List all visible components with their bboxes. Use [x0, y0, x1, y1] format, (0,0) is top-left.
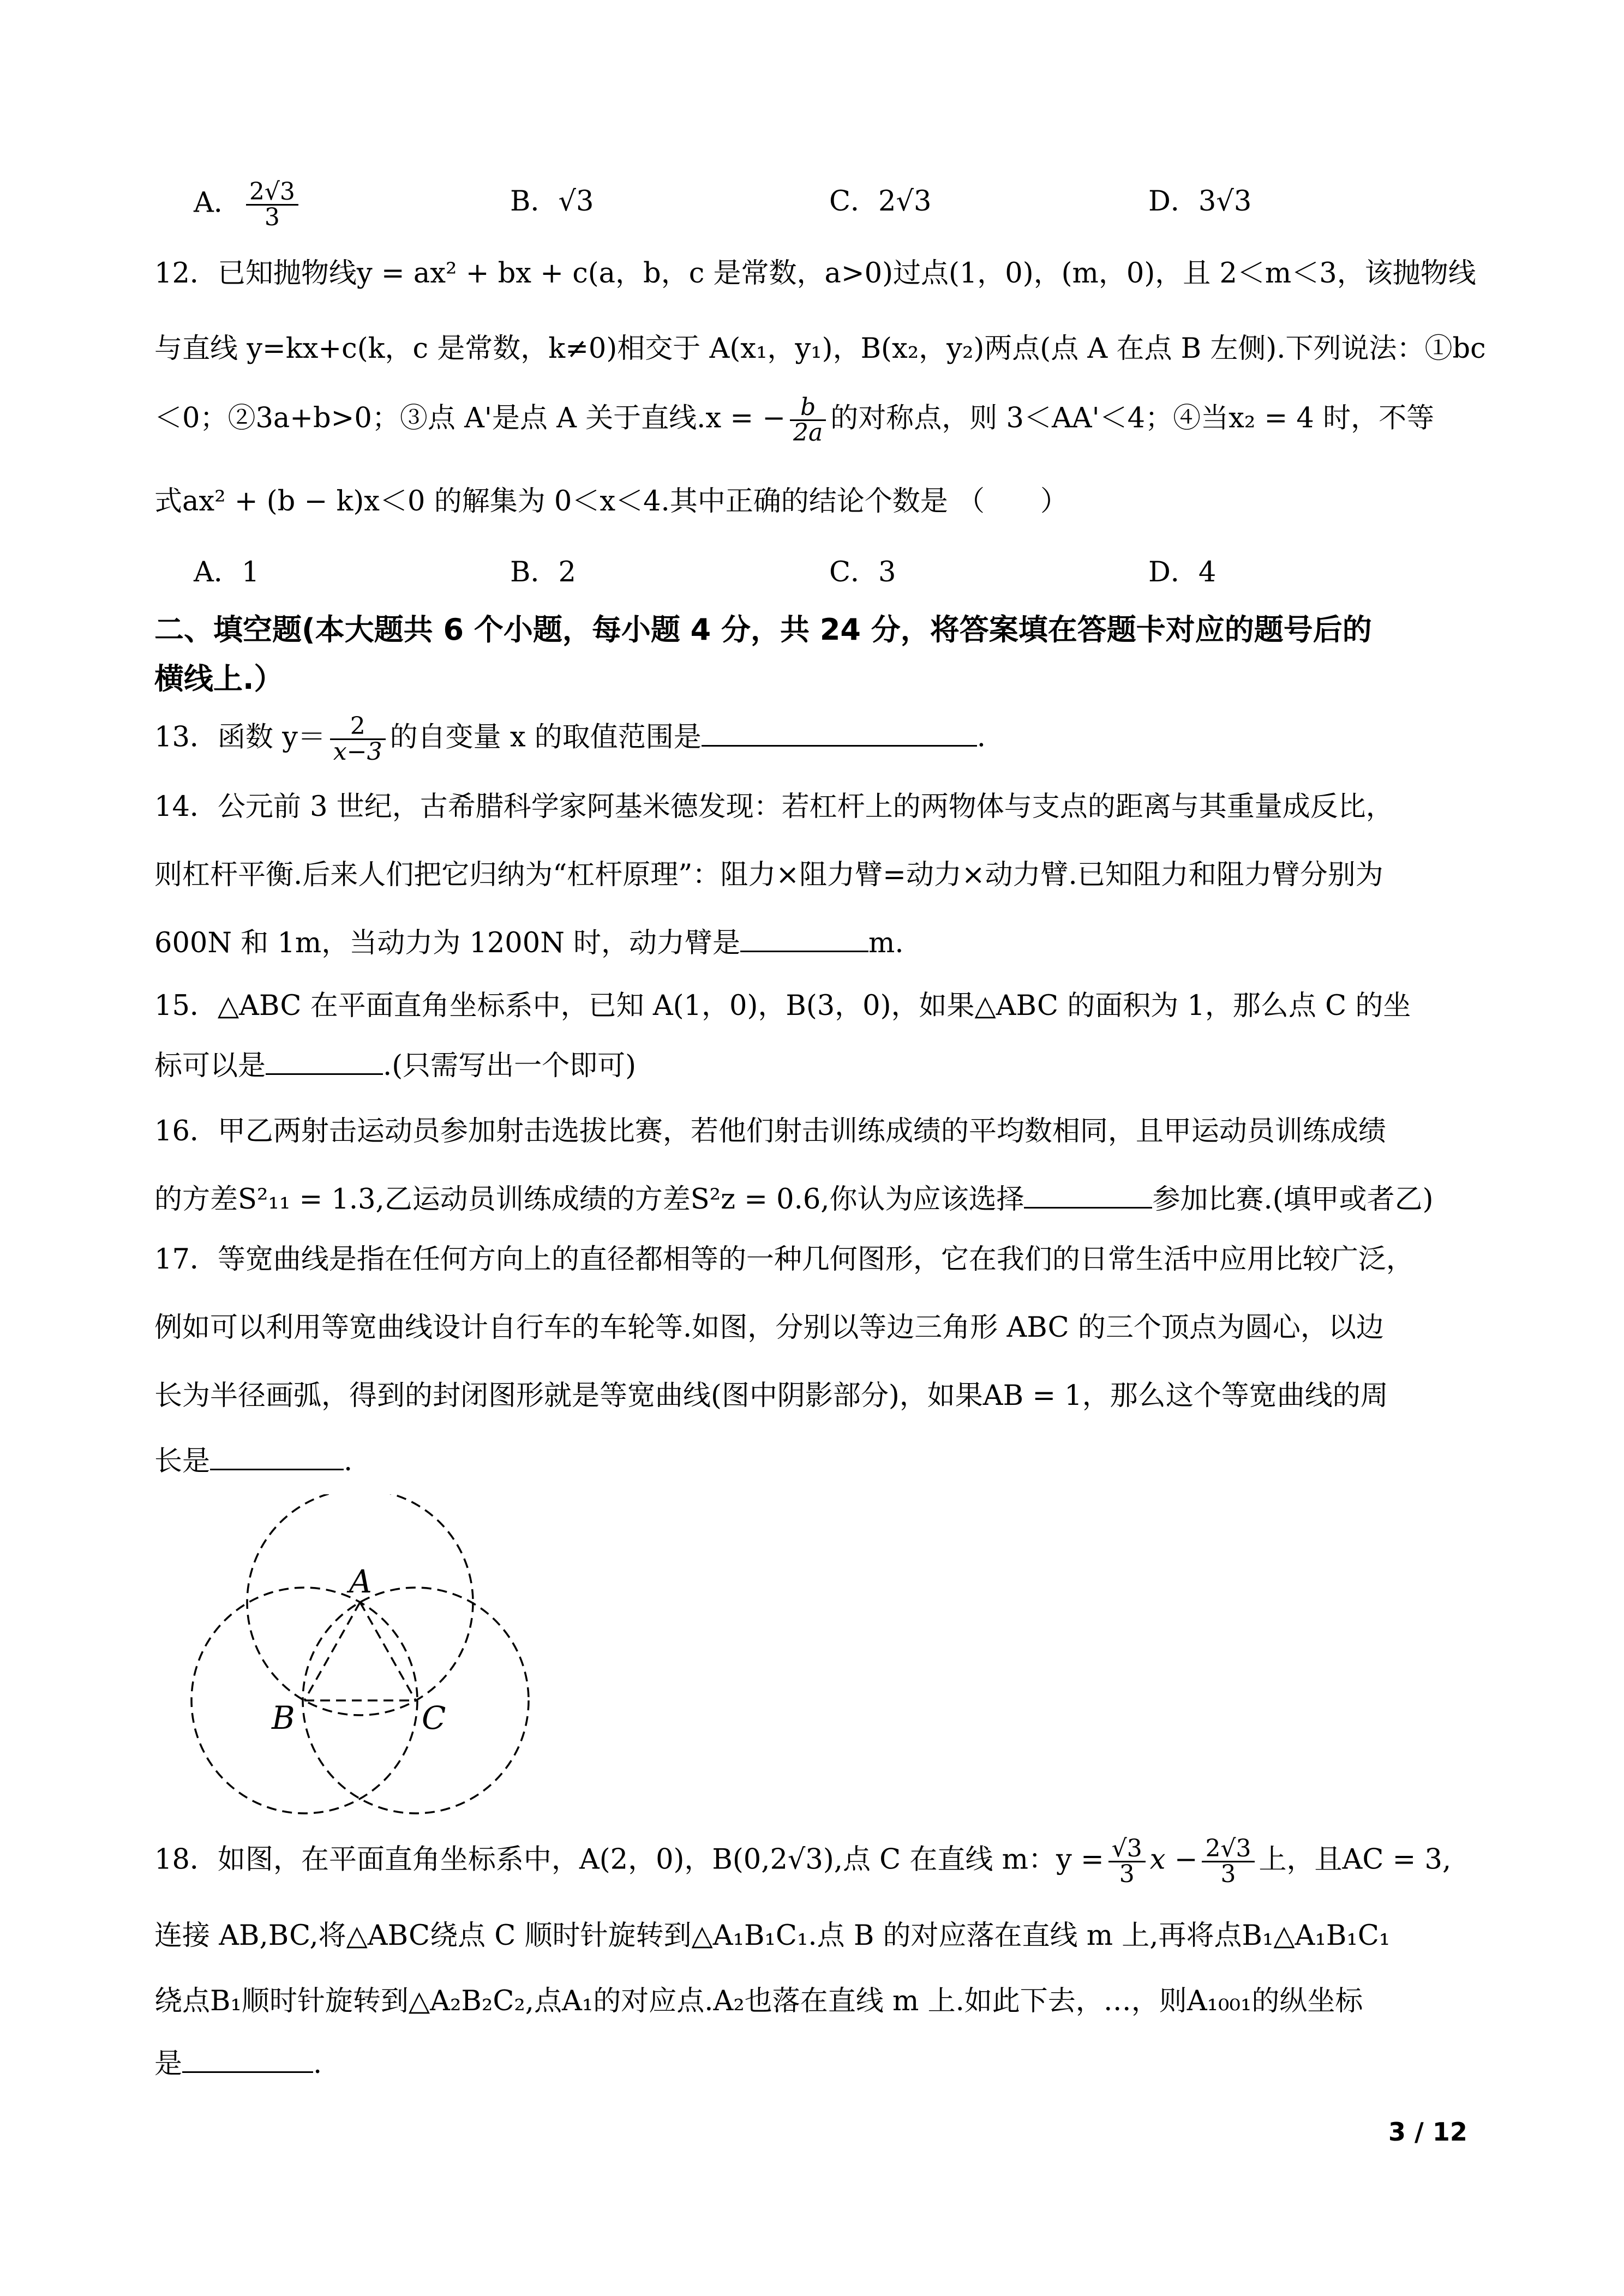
q12-line-3-b: 的对称点，则 3＜AA'＜4；④当x₂ = 4 时，不等: [830, 402, 1435, 435]
fraction-denominator: 3: [1119, 1860, 1135, 1888]
q18-line-1-b: 上，且AC = 3,: [1259, 1843, 1452, 1876]
fraction-denominator: 3: [264, 203, 280, 231]
answer-blank[interactable]: [740, 922, 868, 952]
answer-blank[interactable]: [702, 717, 977, 747]
reuleaux-figure: [180, 1494, 551, 1822]
fraction-numerator: 2√3: [1202, 1837, 1254, 1862]
q12-option-d: D．4: [1148, 556, 1216, 588]
option-letter: A．: [194, 187, 242, 219]
label-b: B: [272, 1699, 295, 1736]
q18-fraction-1: [1108, 1837, 1146, 1886]
fraction-numerator: √3: [1108, 1837, 1146, 1862]
q12-fraction: [790, 395, 826, 445]
triangle-side-ac: [360, 1602, 416, 1700]
q12-line-2: 与直线 y=kx+c(k，c 是常数，k≠0)相交于 A(x₁，y₁)，B(x₂，y₂)两点(点 A 在点 B 左侧).下列说法：①bc: [154, 333, 1486, 365]
label-a: A: [349, 1563, 372, 1600]
q18-line-2: 连接 AB,BC,将△ABC绕点 C 顺时针旋转到△A₁B₁C₁.点 B 的对应落在直线 m 上,再将点B₁△A₁B₁C₁: [154, 1920, 1391, 1952]
q17-line-2: 例如可以利用等宽曲线设计自行车的车轮等.如图，分别以等边三角形 ABC 的三个顶点为圆心，以边: [154, 1312, 1384, 1344]
q18-line-4: [154, 2042, 322, 2086]
q12-option-c: C．3: [829, 556, 896, 588]
option-letter: D．: [1148, 185, 1198, 218]
q11-option-a-fraction: [246, 180, 298, 230]
q12-line-3-a: ＜0；②3a+b>0；③点 A'是点 A 关于直线.x = −: [154, 402, 786, 435]
q11-option-d: [1148, 180, 1251, 224]
page-number: 3 / 12: [1388, 2117, 1467, 2147]
q17-line-3: 长为半径画弧，得到的封闭图形就是等宽曲线(图中阴影部分)，如果AB = 1，那么这个等宽曲线的周: [154, 1380, 1388, 1412]
fraction-denominator: x−3: [333, 738, 382, 766]
q15-line-2-b: .(只需写出一个即可): [383, 1050, 637, 1082]
q15-line-2: [154, 1044, 636, 1088]
q18-line-4-b: .: [313, 2048, 322, 2080]
label-c: C: [422, 1699, 446, 1736]
q18-line-1: [154, 1837, 1451, 1886]
q17-line-4-a: 长是: [154, 1445, 211, 1477]
q12-line-1: 12．已知抛物线y = ax² + bx + c(a，b，c 是常数，a>0)过点(1，0)，(m，0)，且 2＜m＜3，该抛物线: [154, 257, 1476, 290]
q15-line-1: 15．△ABC 在平面直角坐标系中，已知 A(1，0)，B(3，0)，如果△ABC 的面积为 1，那么点 C 的坐: [154, 990, 1411, 1022]
q15-line-2-a: 标可以是: [154, 1050, 266, 1082]
q17-line-4-b: .: [344, 1445, 353, 1477]
q18-line-1-a: 18．如图，在平面直角坐标系中，A(2，0)，B(0,2√3),点 C 在直线 m：y =: [154, 1843, 1104, 1876]
option-letter: B．: [510, 185, 559, 218]
q16-line-2-b: 参加比赛.(填甲或者乙): [1152, 1183, 1434, 1216]
q16-line-2: [154, 1178, 1434, 1222]
q18-fraction-2: [1202, 1837, 1254, 1886]
q13-suffix: 的自变量 x 的取值范围是: [389, 721, 702, 754]
option-letter: C．: [829, 185, 879, 218]
q12-line-4: 式ax² + (b − k)x＜0 的解集为 0＜x＜4.其中正确的结论个数是 （ ）: [154, 485, 1068, 518]
q14-line-3-a: 600N 和 1m，当动力为 1200N 时，动力臂是: [154, 927, 741, 959]
answer-blank[interactable]: [1024, 1179, 1152, 1209]
q16-line-2-a: 的方差S²₁₁ = 1.3,乙运动员训练成绩的方差S²z = 0.6,你认为应该选择: [154, 1183, 1024, 1216]
q16-line-1: 16．甲乙两射击运动员参加射击选拔比赛，若他们射击训练成绩的平均数相同，且甲运动员训练成绩: [154, 1115, 1386, 1147]
answer-blank[interactable]: [210, 1440, 344, 1470]
q14-line-1: 14．公元前 3 世纪，古希腊科学家阿基米德发现：若杠杆上的两物体与支点的距离与其重量成反比，: [154, 791, 1394, 823]
q17-line-4: [154, 1440, 352, 1483]
q13-prefix: 13．函数 y＝: [154, 721, 326, 754]
fraction-numerator: 2√3: [246, 180, 298, 206]
q18-line-3: 绕点B₁顺时针旋转到△A₂B₂C₂,点A₁的对应点.A₂也落在直线 m 上.如此下去，…，则A₁₀₀₁的纵坐标: [154, 1985, 1363, 2017]
q14-line-3: [154, 922, 904, 965]
q13-end: .: [976, 721, 986, 754]
answer-blank[interactable]: [266, 1045, 383, 1075]
section-2-heading-line-2: 横线上.）: [154, 662, 284, 696]
fraction-numerator: b: [790, 395, 826, 421]
q12-line-3: [154, 395, 1434, 445]
q17-line-1: 17．等宽曲线是指在任何方向上的直径都相等的一种几何图形，它在我们的日常生活中应用比较广泛，: [154, 1243, 1414, 1276]
q12-option-a: A．1: [194, 556, 260, 588]
fraction-numerator: 2: [330, 714, 386, 740]
q11-option-c: [829, 180, 931, 224]
q14-line-3-b: m.: [868, 927, 904, 959]
q11-option-a: [194, 180, 303, 230]
option-text: √3: [558, 185, 594, 218]
option-text: 3√3: [1198, 185, 1252, 218]
circle-centered-a: [247, 1494, 473, 1715]
q11-option-b: [510, 180, 594, 224]
q14-line-2: 则杠杆平衡.后来人们把它归纳为“杠杆原理”：阻力×阻力臂=动力×动力臂.已知阻力和阻力臂分别为: [154, 859, 1383, 891]
fraction-denominator: 3: [1220, 1860, 1236, 1888]
answer-blank[interactable]: [182, 2043, 313, 2073]
q12-option-b: B．2: [510, 556, 576, 588]
fraction-denominator: 2a: [793, 419, 823, 447]
q18-line-4-a: 是: [154, 2048, 183, 2080]
q18-mid: x −: [1149, 1843, 1198, 1876]
triangle-side-ab: [304, 1602, 360, 1700]
section-2-heading-line-1: 二、填空题(本大题共 6 个小题，每小题 4 分，共 24 分，将答案填在答题卡对应的题号后的: [154, 612, 1372, 647]
q13-fraction: [330, 714, 386, 764]
option-text: 2√3: [878, 185, 932, 218]
question-13: [154, 714, 986, 764]
